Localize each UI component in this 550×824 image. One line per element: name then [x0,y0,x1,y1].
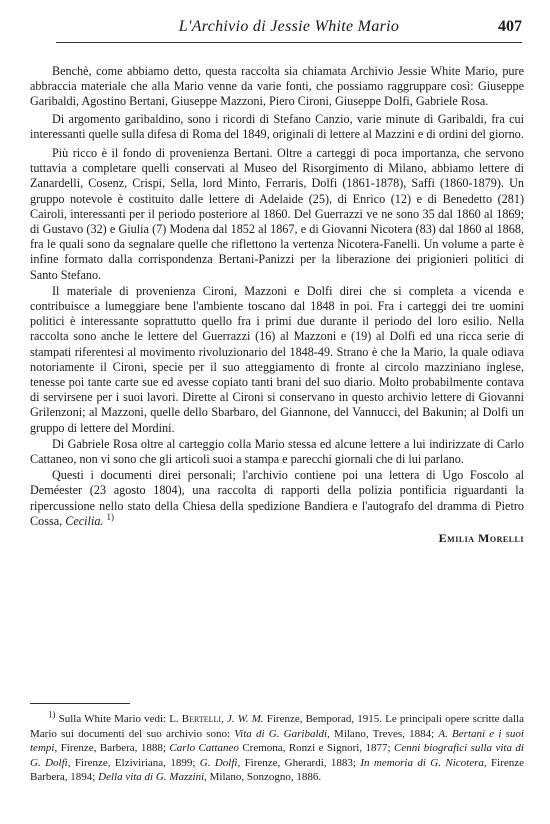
paragraph-documents [30,468,524,529]
running-head [56,18,522,42]
footnote-segment: , Firenze Barbera, 1894; [30,756,525,784]
footnote-segment: Firenze, Bemporad, 1915. Le principali opere scritte dalla Mario sui documenti del suo archivio sono: [30,713,524,740]
cecilia-title: Cecilia. [65,513,104,528]
footnote-mark: 1) [48,709,56,720]
footnote-segment: Cenni biografici sulla vita di G. Dolfi [30,742,524,769]
footnote-segment: , [221,713,227,725]
footnote-segment: Vita di G. Garibaldi [234,727,328,740]
footnote-segment: , Milano, Sonzogno, 1886. [204,771,322,784]
footnote-segment: A. Bertani e i suoi tempi [30,727,524,755]
paragraph-bertani: Più ricco è il fondo di provenienza Bertani. Oltre a carteggi di poca importanza, che servono tuttavia a completare quelli conservati al Museo del Risorgimento di Milano, abbiamo lettere di Zanardelli, Cosenz, Crispi, Sella, lord Minto, Ferraris, Dolfi (1861-1878), Saffi (1860-1879). Un gruppo notevole è costituito dalle lettere di Adelaide (25), di Enrico (12) e di Benedetto (281) Cairoli, interessanti per il periodo posteriore al 1860. Del Guerrazzi ve ne sono 35 dal 1860 al 1869; di Gustavo (32) e Giulia (7) Modena dal 1852 al 1867, e di Giovanni Nicotera (83) dal 1860 al 1868, fra le quali sono da segnalare quelle che riflettono la vertenza Nicotera-Fanelli. Un volume a parte è infine formato dalla corrispondenza Bertani-Panizzi per la liberazione dei prigionieri politici di Santo Stefano. [30,146,524,282]
author-signature: Emilia Morelli [438,531,524,546]
footnote-segment: Carlo Cattaneo [169,742,239,755]
running-title: L'Archivio di Jessie White Mario [178,18,400,35]
footnote-segment: Cremona, Ronzi e Signori, 1877; [238,742,395,755]
footnote-segment: Bertelli [181,713,222,725]
footnote-segment: , Milano, Treves, 1884; [327,727,439,740]
footnote-1 [30,709,525,785]
paragraph-intro: Benchè, come abbiamo detto, questa raccolta sia chiamata Archivio Jessie White Mario, pure abbraccia materiale che alla Mario venne da varie fonti, che possiamo raggruppare così: Giuseppe Garibaldi, Agostino Bertani, Giuseppe Mazzoni, Piero Cironi, Giuseppe Dolfi, Gabriele Rosa. [30,64,524,109]
paragraph-documents-text: Questi i documenti direi personali; l'archivio contiene poi una lettera di Ugo Foscolo al Deméester (23 agosto 1804), una raccolta di rapporti della polizia pontificia riguardanti la ripercussione nello stato della Chiesa della spedizione Bandiera e l'autografo del dramma di Pietro Cossa, [30,468,524,528]
paragraph-rosa: Di Gabriele Rosa oltre al carteggio colla Mario stessa ed alcune lettere a lui indirizzate di Carlo Cattaneo, non vi sono che gli articoli suoi a stampa e parecchi giornali che di lui parlano. [30,436,524,467]
paragraph-garibaldi: Di argomento garibaldino, sono i ricordi di Stefano Canzio, varie minute di Garibaldi, fra cui interessanti quelle sulla difesa di Roma del 1849, originali di lettere al Mazzini e di ordini del giorno. [30,111,524,141]
footnote-segment: , Firenze, Elziviriana, 1899; [67,756,200,769]
paragraph-cironi-mazzoni-dolfi: Il materiale di provenienza Cironi, Mazzoni e Dolfi direi che si completa a vicenda e contribuisce a lumeggiare bene l'ambiente toscano dal 1848 in poi. Fra i carteggi dei tre uomini politici è interessante soprattutto quello fra i primi due durante il periodo del loro esilio. Nella raccolta sono anche le lettere del Guerrazzi (16) al Mazzoni e (19) al Dolfi ed una ricca serie di stampati riferentesi al movimento rivoluzionario del 1848-49. Strano è che la Mario, la quale odiava notoriamente il Cironi, specie per il suo atteggiamento di fronte al circolo mazziniano inglese, tenesse poi tante carte sue ed avesse copiato tanti brani del suo diario. Molto probabilmente contava di servirsene per i suoi lavori. Dirette al Cironi si conservano in questo archivio lettere di Giovanni Grilenzoni; al Mazzoni, quelle dello Sbarbaro, del Giannone, del Vannucci, del Bakunin; al Dolfi un gruppo di lettere del Mordini. [30,283,524,435]
footnote-segment: In memoria di G. Nicotera [360,756,484,769]
footnote-segment: Sulla White Mario vedi: L. [58,713,182,725]
page-number: 407 [498,18,522,35]
body-text [30,64,524,546]
footnote-rule [30,703,130,704]
footnotes [30,709,525,785]
footnote-segment: J. W. M. [226,713,264,725]
header-rule [56,42,522,43]
footnote-body [30,713,524,783]
footnote-segment: G. Dolfi [199,756,238,769]
footnote-reference: 1) [106,511,115,522]
footnote-segment: Della vita di G. Mazzini [98,771,205,784]
footnote-segment: , Firenze, Gherardi, 1883; [237,756,361,769]
footnote-segment: , Firenze, Barbera, 1888; [54,742,170,755]
